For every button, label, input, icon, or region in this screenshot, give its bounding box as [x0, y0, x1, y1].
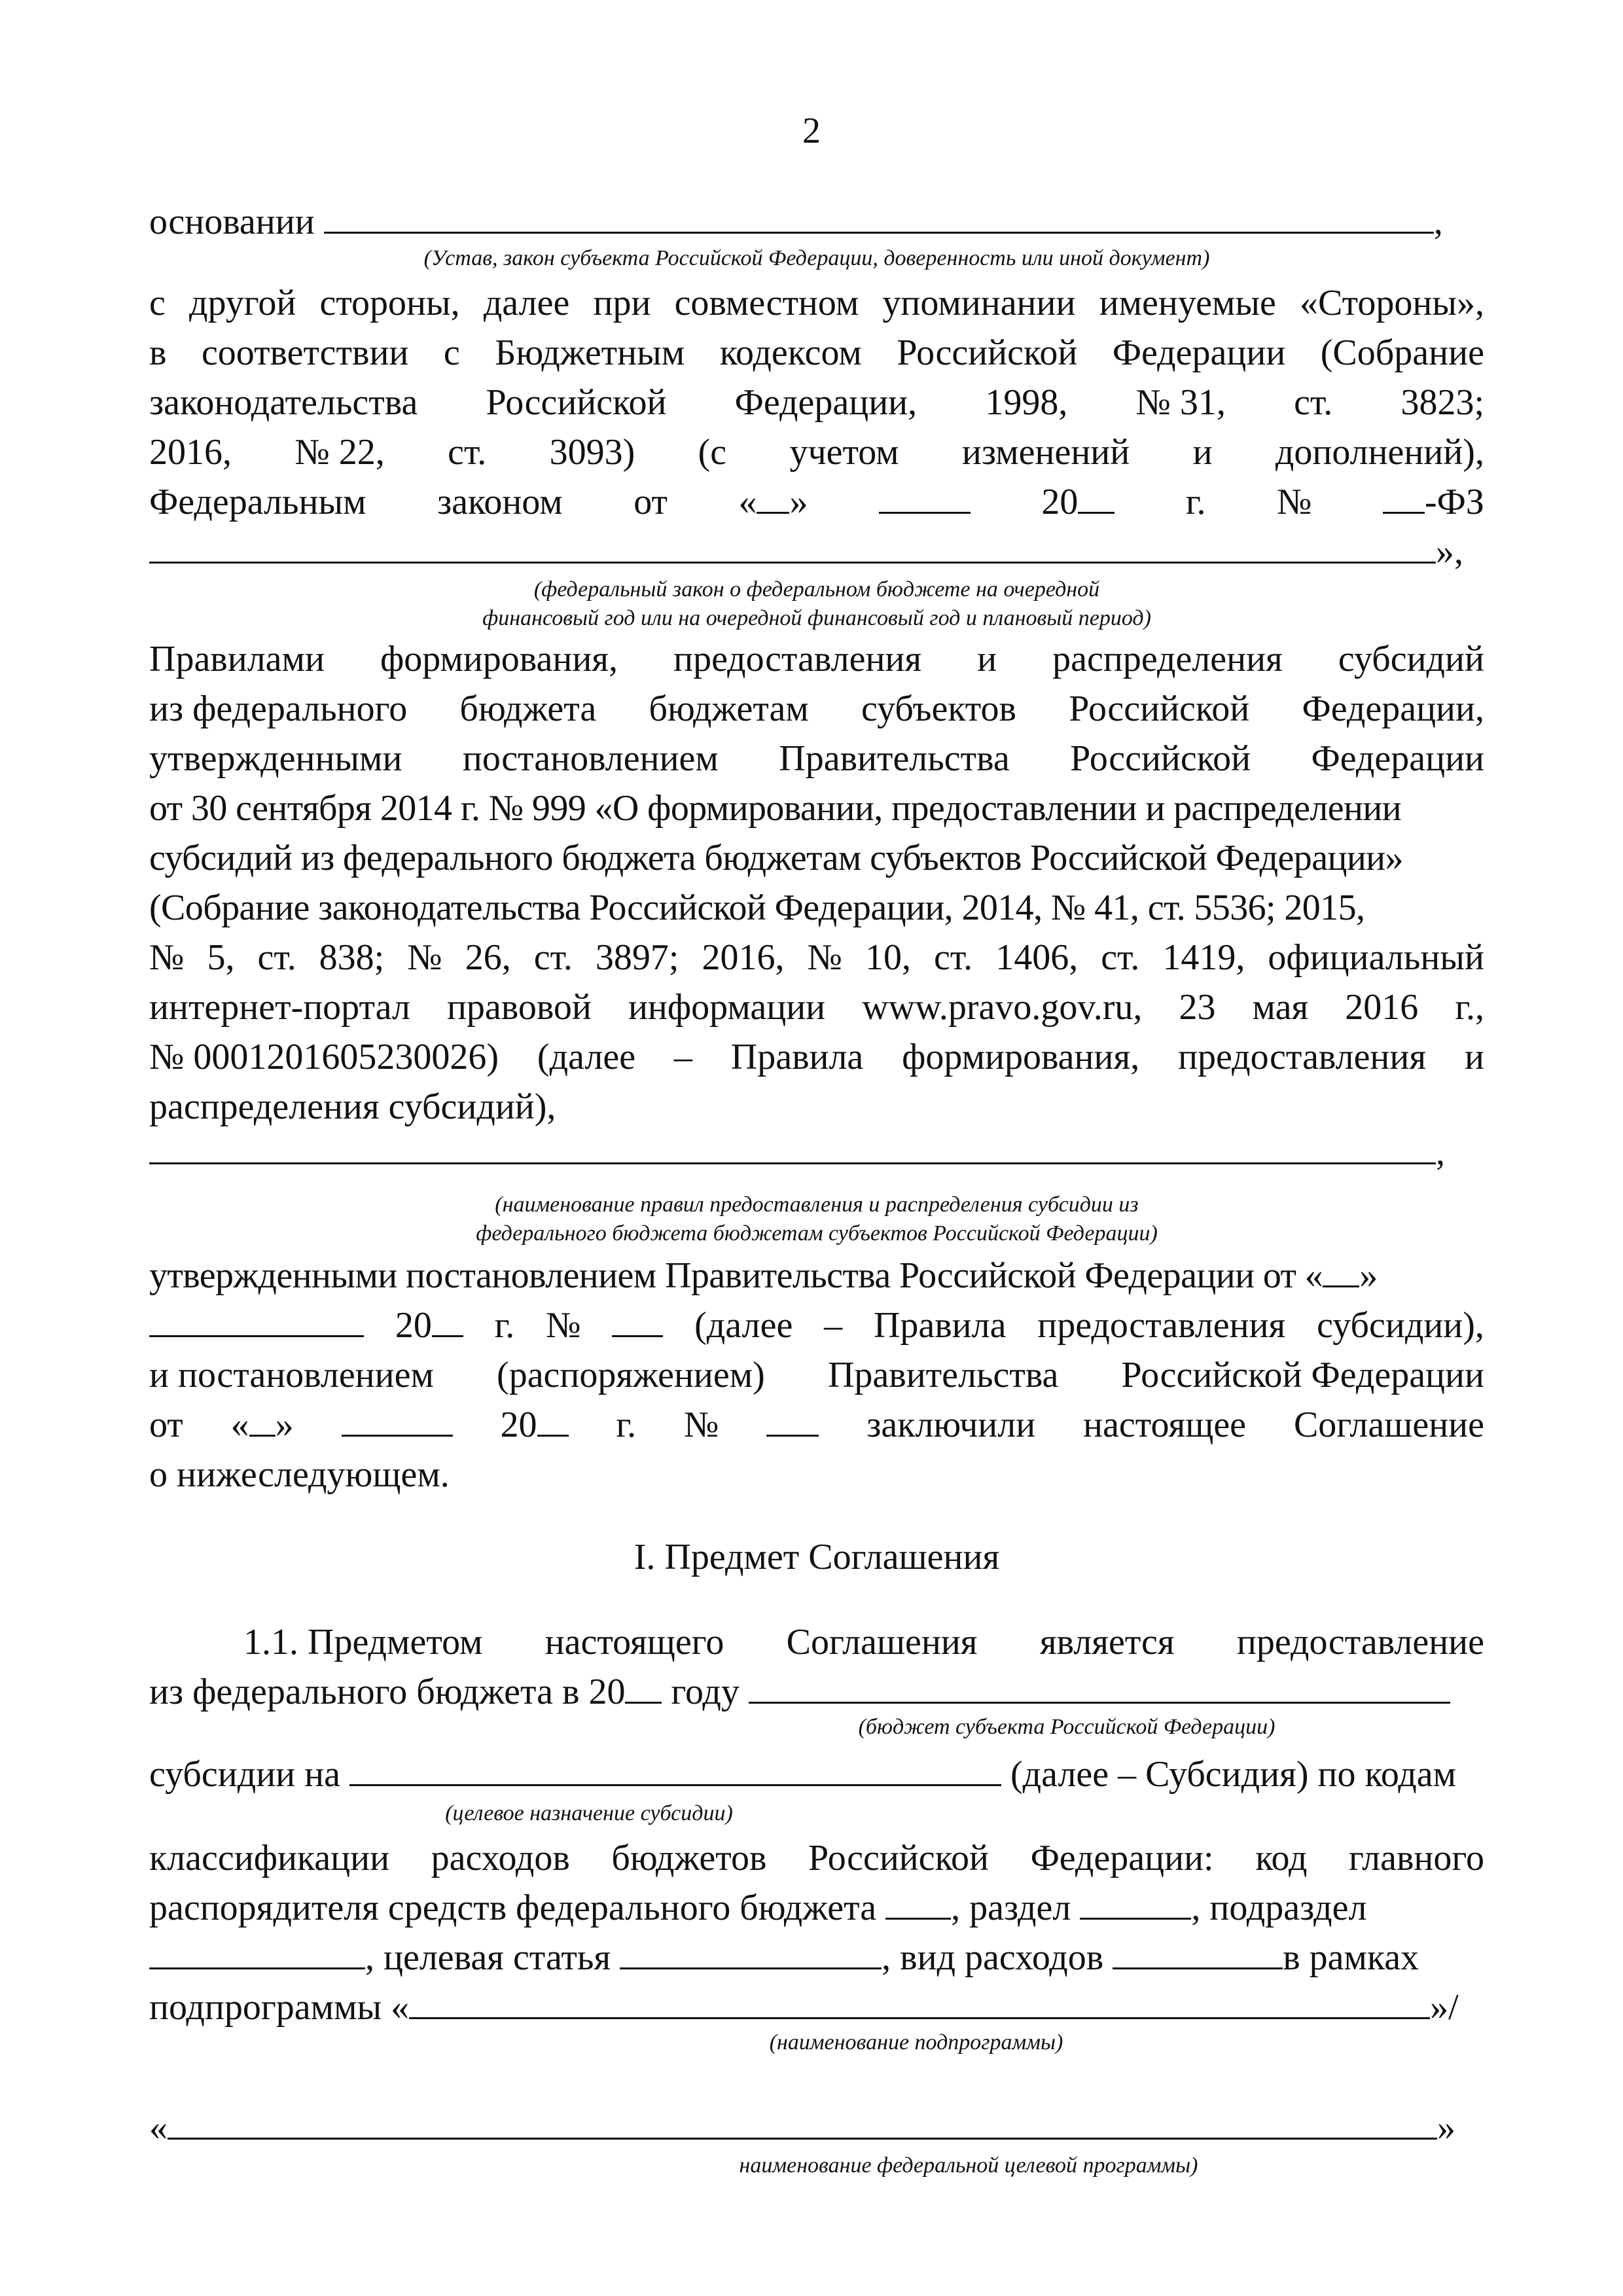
- blank-field: [149, 1304, 364, 1337]
- word: официальный: [1268, 937, 1484, 978]
- word: предоставление: [1236, 1622, 1484, 1662]
- word: Российской: [1070, 738, 1251, 779]
- word: ст.: [533, 937, 573, 978]
- word: 838;: [319, 937, 385, 978]
- word: формирования,: [902, 1037, 1140, 1077]
- word: код: [1255, 1838, 1308, 1878]
- word: №: [407, 937, 442, 978]
- blank-field: [409, 1986, 1430, 2019]
- word: расходов: [431, 1838, 570, 1878]
- word: мая: [1252, 987, 1309, 1028]
- blank-field: [1113, 1936, 1283, 1969]
- word: далее: [483, 283, 570, 323]
- line-1-1: [243, 1617, 1484, 1668]
- rules-line-2: [149, 683, 1484, 734]
- word: предоставления: [1037, 1305, 1286, 1346]
- line-resolution: [149, 1350, 1484, 1401]
- rules-line-9: [149, 1031, 1484, 1083]
- rules-line-1: [149, 634, 1484, 685]
- caption-target-program: наименование федеральной целевой программы): [739, 2153, 1198, 2178]
- text: »/: [1430, 1987, 1459, 2028]
- quote-close: »: [789, 482, 808, 522]
- word: субъектов: [861, 689, 1016, 729]
- word: кодексом: [719, 332, 862, 373]
- word: предоставления: [673, 639, 922, 679]
- word: Российской Федерации: [1121, 1355, 1484, 1395]
- word: совместном: [674, 283, 859, 323]
- blank-field: [879, 480, 971, 514]
- word: дополнений),: [1275, 432, 1484, 473]
- word: 2016,: [702, 937, 785, 978]
- rules-line-3: [149, 733, 1484, 784]
- blank-field: [432, 1304, 463, 1337]
- word: бюджетов: [611, 1838, 767, 1878]
- word: Правительства: [779, 738, 1010, 779]
- word: ст.: [257, 937, 296, 978]
- line-4: [149, 377, 1484, 428]
- word: 23: [1179, 987, 1216, 1028]
- blank-field: [249, 1403, 276, 1437]
- word: 3823;: [1400, 382, 1484, 423]
- text: , раздел: [951, 1888, 1071, 1928]
- word: г.: [1185, 482, 1206, 522]
- word: Федеральным: [149, 482, 366, 522]
- word: Российской: [486, 382, 667, 423]
- text: году: [671, 1672, 740, 1712]
- word: Федерации,: [734, 382, 918, 423]
- word: (Собрание: [1320, 332, 1484, 373]
- blank-field: [885, 1886, 951, 1920]
- law-suffix: -ФЗ: [1424, 482, 1484, 522]
- blank-field: [612, 1304, 663, 1337]
- line-blank-rules-name: [149, 1127, 1484, 1178]
- line-2: [149, 278, 1484, 329]
- caption-federal-budget-1: (федеральный закон о федеральном бюджете на очередной: [533, 577, 1100, 601]
- word: Соглашение: [1293, 1405, 1484, 1445]
- year-group: [395, 1300, 463, 1351]
- rules-line-5: субсидий из федерального бюджета бюджетам субъектов Российской Федерации»: [149, 838, 1403, 878]
- word: в: [149, 332, 167, 373]
- word: Правила: [730, 1037, 864, 1077]
- caption-subject-budget: (бюджет субъекта Российской Федерации): [858, 1715, 1275, 1739]
- blank-field: [620, 1936, 882, 1969]
- word: и: [1464, 1037, 1484, 1077]
- date-day-group: [738, 476, 808, 528]
- word: и: [1192, 432, 1213, 473]
- word: Российской: [1069, 689, 1250, 729]
- line-concluded: [149, 1399, 1484, 1450]
- blank-field: [342, 1403, 453, 1437]
- word: 1998,: [985, 382, 1068, 423]
- word: №: [1277, 482, 1312, 522]
- text: основании: [149, 202, 315, 242]
- word: №: [807, 937, 842, 978]
- word: –: [673, 1037, 692, 1077]
- line-administrator: [149, 1882, 1484, 1933]
- blank-field: [1078, 480, 1115, 514]
- law-number-group: [1383, 476, 1484, 528]
- caption-rules-2: федерального бюджета бюджетам субъектов Российской Федерации): [476, 1221, 1158, 1246]
- blank-field: [1383, 480, 1425, 514]
- blank-field: [149, 1936, 365, 1969]
- word: из федерального: [149, 689, 408, 729]
- blank-field: [537, 1403, 569, 1437]
- blank-field: [1323, 1254, 1359, 1287]
- word: бюджета: [459, 689, 597, 729]
- line-subprogram: [149, 1982, 1484, 2033]
- year-prefix: 20: [395, 1305, 432, 1346]
- line-target-article: [149, 1932, 1484, 1983]
- text: утвержденными постановлением Правительства Российской Федерации от «: [149, 1255, 1323, 1296]
- word: 1419,: [1162, 937, 1245, 978]
- line-federal-law: [149, 476, 1484, 528]
- word: 2016: [1345, 987, 1419, 1028]
- blank-field: [625, 1670, 662, 1704]
- text: «: [149, 2108, 168, 2148]
- word: интернет-портал: [149, 987, 410, 1028]
- word: Российской: [897, 332, 1078, 373]
- text: субсидии на: [149, 1754, 340, 1795]
- word: при: [593, 283, 651, 323]
- line-budget-year: [149, 1666, 1484, 1717]
- word: 10,: [865, 937, 911, 978]
- word: настоящее: [1083, 1405, 1247, 1445]
- word: №: [546, 1305, 581, 1346]
- line-osnovanii: [149, 196, 1484, 247]
- text: ,: [1433, 202, 1443, 242]
- text: »,: [1436, 531, 1463, 572]
- word: от: [149, 1405, 183, 1445]
- word: 2016,: [149, 432, 232, 473]
- caption-rules-1: (наименование правил предоставления и распределения субсидии из: [495, 1193, 1139, 1217]
- text: подпрограммы «: [149, 1987, 410, 2028]
- caption-federal-budget-2: финансовый год или на очередной финансовый год и плановый период): [482, 606, 1151, 630]
- section-heading: I. Предмет Соглашения: [633, 1537, 1000, 1577]
- blank-field: [349, 1753, 1001, 1786]
- rules-line-6: (Собрание законодательства Российской Федерации, 2014, № 41, ст. 5536; 2015,: [149, 888, 1365, 928]
- year-prefix: 20: [1041, 482, 1079, 522]
- quote-open: «: [230, 1405, 249, 1445]
- word: бюджетам: [649, 689, 809, 729]
- line-following: о нижеследующем.: [149, 1454, 450, 1495]
- word: –: [824, 1305, 843, 1346]
- word: (далее: [537, 1037, 636, 1077]
- word: № 31,: [1135, 382, 1226, 423]
- word: ст.: [1101, 937, 1140, 978]
- line-subsidy-for: [149, 1749, 1484, 1800]
- word: Федерации,: [1302, 689, 1484, 729]
- blank-field: [766, 1403, 819, 1437]
- word: Федерации:: [1030, 1838, 1214, 1878]
- blank-field: [757, 480, 789, 514]
- word: учетом: [789, 432, 899, 473]
- word: г.: [494, 1305, 515, 1346]
- word: правовой: [446, 987, 592, 1028]
- word: ст.: [448, 432, 487, 473]
- word: № 0001201605230026): [149, 1037, 499, 1077]
- word: является: [1039, 1622, 1175, 1662]
- word: ст.: [934, 937, 973, 978]
- word: 5,: [207, 937, 235, 978]
- word: Соглашения: [786, 1622, 978, 1662]
- word: формирования,: [380, 639, 618, 679]
- word: изменений: [961, 432, 1130, 473]
- blank-field: [1080, 1886, 1191, 1920]
- word: субсидий: [1338, 639, 1484, 679]
- word: другой: [189, 283, 296, 323]
- blank-field: [149, 1131, 1436, 1164]
- line-approved: [149, 1250, 1484, 1301]
- word: именуемые: [1099, 283, 1276, 323]
- word: законом: [437, 482, 563, 522]
- blank-field: [168, 2106, 1437, 2140]
- word: Федерации: [1311, 738, 1484, 779]
- rules-line-4: от 30 сентября 2014 г. № 999 «О формировании, предоставлении и распределении: [149, 788, 1402, 829]
- word: утвержденными: [149, 738, 402, 779]
- word: Российской: [808, 1838, 989, 1878]
- text: , целевая статья: [365, 1937, 611, 1978]
- blank-field: [749, 1670, 1450, 1704]
- text: ,: [1436, 1132, 1445, 1173]
- line-classification: [149, 1833, 1484, 1884]
- word: упоминании: [882, 283, 1076, 323]
- word: главного: [1349, 1838, 1484, 1878]
- word: Бюджетным: [495, 332, 685, 373]
- line-5: [149, 427, 1484, 478]
- word: 1.1. Предметом: [243, 1622, 483, 1662]
- word: заключили: [866, 1405, 1036, 1445]
- word: распределения: [1052, 639, 1283, 679]
- word: законодательства: [149, 382, 418, 423]
- line-target-program: [149, 2102, 1484, 2153]
- word: от: [633, 482, 668, 522]
- word: соответствии: [201, 332, 409, 373]
- word: Правительства: [827, 1355, 1059, 1395]
- word: «Стороны»,: [1300, 283, 1484, 323]
- word: г.: [616, 1405, 637, 1445]
- word: №: [149, 937, 185, 978]
- text: распорядителя средств федерального бюджета: [149, 1888, 877, 1928]
- date-day-group: [231, 1399, 294, 1450]
- year-group: [1041, 476, 1115, 528]
- caption-ustav: (Устав, закон субъекта Российской Федерации, доверенность или иной документ): [423, 246, 1210, 270]
- word: стороны,: [319, 283, 460, 323]
- caption-subsidy-purpose: (целевое назначение субсидии): [445, 1801, 733, 1825]
- text: »: [1437, 2108, 1455, 2148]
- word: постановлением: [462, 738, 719, 779]
- year-group: [501, 1399, 569, 1450]
- word: №: [684, 1405, 719, 1445]
- text: , подраздел: [1191, 1888, 1367, 1928]
- word: www.pravo.gov.ru,: [862, 987, 1143, 1028]
- quote-open: «: [738, 482, 757, 522]
- text: , вид расходов: [882, 1937, 1104, 1978]
- word: (далее: [694, 1305, 793, 1346]
- text: из федерального бюджета в 20: [149, 1672, 626, 1712]
- year-prefix: 20: [500, 1405, 537, 1445]
- word: субсидии),: [1317, 1305, 1484, 1346]
- page-number: 2: [802, 111, 821, 151]
- word: г.,: [1455, 987, 1484, 1028]
- line-rules-provision: [149, 1300, 1484, 1351]
- word: ст.: [1294, 382, 1333, 423]
- word: информации: [628, 987, 826, 1028]
- word: № 22,: [294, 432, 385, 473]
- rules-line-8: [149, 982, 1484, 1033]
- word: настоящего: [544, 1622, 724, 1662]
- word: с: [149, 283, 166, 323]
- quote-close: »: [275, 1405, 294, 1445]
- line-blank-law-name: [149, 526, 1484, 577]
- blank-field: [324, 200, 1434, 234]
- word: 1406,: [995, 937, 1079, 978]
- rules-line-7: [149, 932, 1484, 983]
- word: классификации: [149, 1838, 390, 1878]
- word: (распоряжением): [497, 1355, 765, 1395]
- word: предоставления: [1178, 1037, 1427, 1077]
- text: в рамках: [1283, 1937, 1419, 1978]
- word: и: [977, 639, 997, 679]
- text: (далее – Субсидия) по кодам: [1010, 1754, 1457, 1795]
- word: и постановлением: [149, 1355, 434, 1395]
- rules-line-10: распределения субсидий),: [149, 1086, 556, 1127]
- word: Правилами: [149, 639, 325, 679]
- word: 26,: [465, 937, 511, 978]
- word: 3897;: [595, 937, 679, 978]
- word: с: [443, 332, 460, 373]
- word: Правила: [873, 1305, 1007, 1346]
- caption-subprogram: (наименование подпрограммы): [769, 2030, 1063, 2054]
- text: »: [1359, 1255, 1378, 1296]
- word: Федерации: [1112, 332, 1286, 373]
- word: (с: [698, 432, 727, 473]
- line-3: [149, 327, 1484, 378]
- word: 3093): [549, 432, 635, 473]
- blank-field: [149, 530, 1436, 564]
